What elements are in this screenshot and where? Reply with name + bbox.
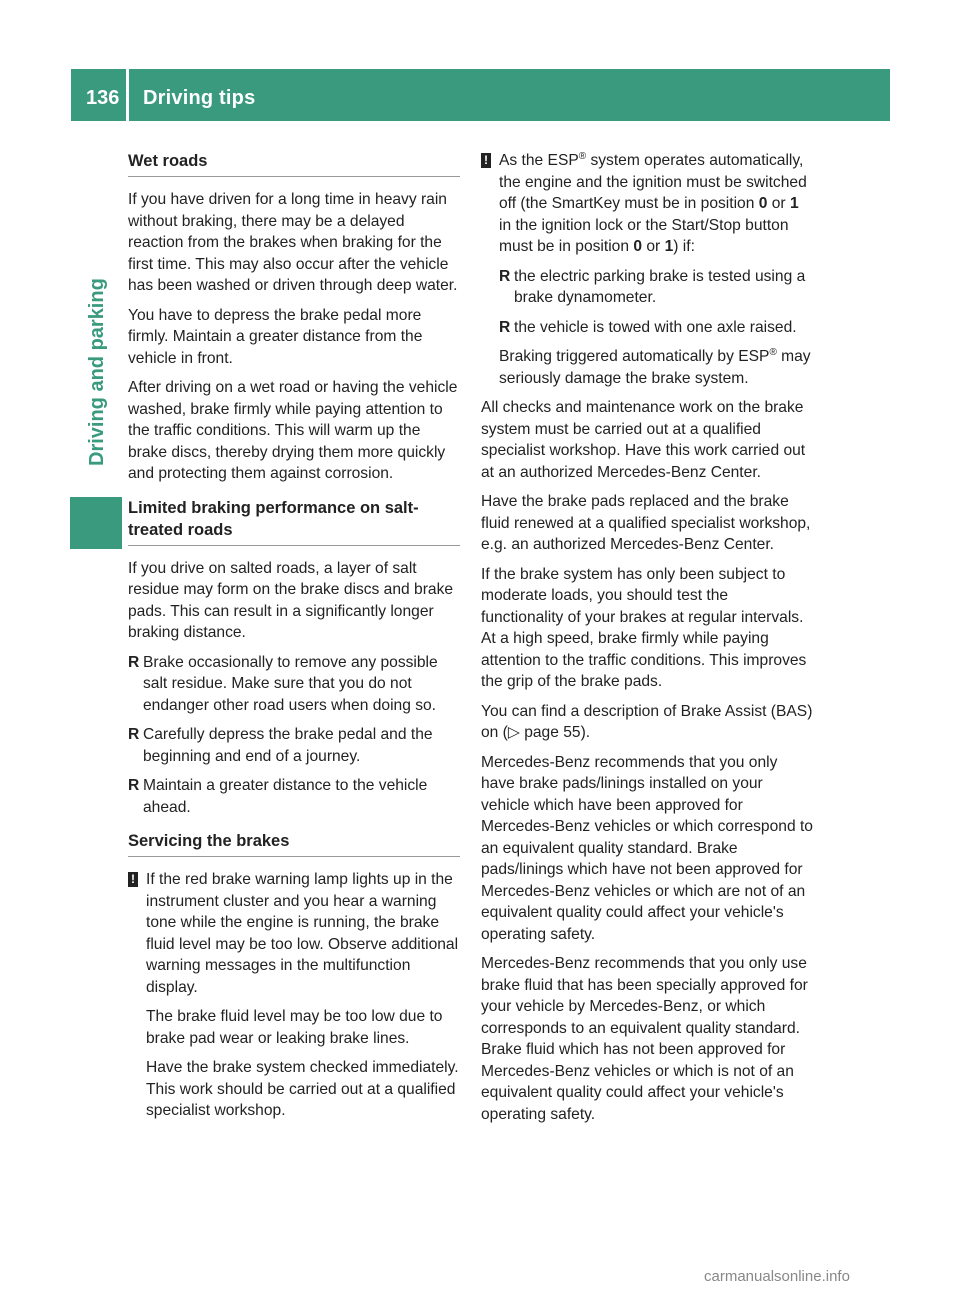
paragraph: You have to depress the brake pedal more firmly. Maintain a greater distance from the vehicle in front. xyxy=(128,306,423,367)
list-item: R the electric parking brake is tested using a brake dynamometer. xyxy=(499,267,806,306)
warning-block xyxy=(128,869,460,1122)
esp-warning-block xyxy=(481,150,813,258)
warning-text: If the red brake warning lamp lights up in the instrument cluster and you hear a warning tone while the engine is running, the brake fluid level may be too low. Observe additional warning messages in the multifunction display. xyxy=(146,871,459,996)
warning-text: Braking triggered automatically by ESP® may seriously damage the brake system. xyxy=(499,346,811,387)
page-number: 136 xyxy=(86,87,120,109)
page-reference-link[interactable]: page 55). xyxy=(519,724,591,741)
warning-icon: ! xyxy=(128,872,138,887)
list-item: R the vehicle is towed with one axle raised. xyxy=(481,317,813,339)
list-item: R Carefully depress the brake pedal and the beginning and end of a journey. xyxy=(128,726,433,765)
bullet-icon: R xyxy=(499,267,511,285)
paragraph: After driving on a wet road or having the vehicle washed, brake firmly while paying attention to the traffic conditions. This will warm up the brake discs, thereby drying them more quickly and protecting them against corrosion. xyxy=(128,379,458,482)
paragraph: Mercedes-Benz recommends that you only have brake pads/linings installed on your vehicle which have been approved for Mercedes-Benz vehicles or which correspond to an equivalent quality standard. Brake pads/linings which have not been approved for Mercedes-Benz vehicles or which are not of an equivalent quality could affect your vehicle's operating safety. xyxy=(481,753,813,943)
bullet-icon: R xyxy=(128,777,140,794)
header-divider xyxy=(126,69,129,121)
list-item: R Brake occasionally to remove any possible salt residue. Make sure that you do not endanger other road users when doing so. xyxy=(128,653,438,714)
side-tab-label: Driving and parking xyxy=(86,278,108,466)
section-heading-wet-roads: Wet roads xyxy=(128,150,460,177)
warning-icon: ! xyxy=(481,153,491,168)
warning-text: Have the brake system checked immediately. This work should be carried out at a qualified specialist workshop. xyxy=(146,1059,459,1119)
paragraph: You can find a description of Brake Assist (BAS) on (▷ page 55). xyxy=(481,702,813,741)
section-heading-salt-roads: Limited braking performance on salt-treated roads xyxy=(128,497,460,546)
page-title: Driving tips xyxy=(143,87,256,109)
warning-text: As the ESP® system operates automatically, the engine and the ignition must be switched off (the SmartKey must be in position 0 or 1 in the ignition lock or the Start/Stop button must be in position 0 or 1) if: xyxy=(499,150,807,255)
bullet-icon: R xyxy=(499,318,511,336)
left-column xyxy=(128,150,460,1130)
paragraph: If you have driven for a long time in heavy rain without braking, there may be a delayed reaction from the brakes when braking for the first time. This may also occur after the vehicle has been washed or driven through deep water. xyxy=(128,191,458,294)
warning-text: The brake fluid level may be too low due to brake pad wear or leaking brake lines. xyxy=(146,1008,443,1047)
paragraph: All checks and maintenance work on the brake system must be carried out at a qualified specialist workshop. Have this work carried out at an authorized Mercedes-Benz Center. xyxy=(481,399,806,481)
side-tab-block xyxy=(70,497,122,549)
paragraph: Mercedes-Benz recommends that you only use brake fluid that has been specially approved for your vehicle by Mercedes-Benz, or which corresponds to an equivalent quality standard. Brake fluid which has not been approved for Mercedes-Benz vehicles or which is not of an equivalent quality could affect your vehicle's operating safety. xyxy=(481,955,808,1123)
paragraph: Have the brake pads replaced and the brake fluid renewed at a qualified specialist workshop, e.g. an authorized Mercedes-Benz Center. xyxy=(481,493,811,553)
paragraph: If you drive on salted roads, a layer of salt residue may form on the brake discs and brake pads. This can result in a significantly longer braking distance. xyxy=(128,559,454,641)
section-heading-servicing: Servicing the brakes xyxy=(128,830,460,857)
watermark: carmanualsonline.info xyxy=(704,1268,850,1285)
list-item: R Maintain a greater distance to the vehicle ahead. xyxy=(128,777,428,816)
bullet-icon: R xyxy=(128,726,140,743)
paragraph: If the brake system has only been subject to moderate loads, you should test the functionality of your brakes at regular intervals. At a high speed, brake firmly while paying attention to the traffic conditions. This improves the grip of the brake pads. xyxy=(481,565,807,690)
right-column xyxy=(481,150,813,1133)
bullet-icon: R xyxy=(128,653,140,671)
page-reference-arrow-icon: ▷ xyxy=(507,724,520,741)
